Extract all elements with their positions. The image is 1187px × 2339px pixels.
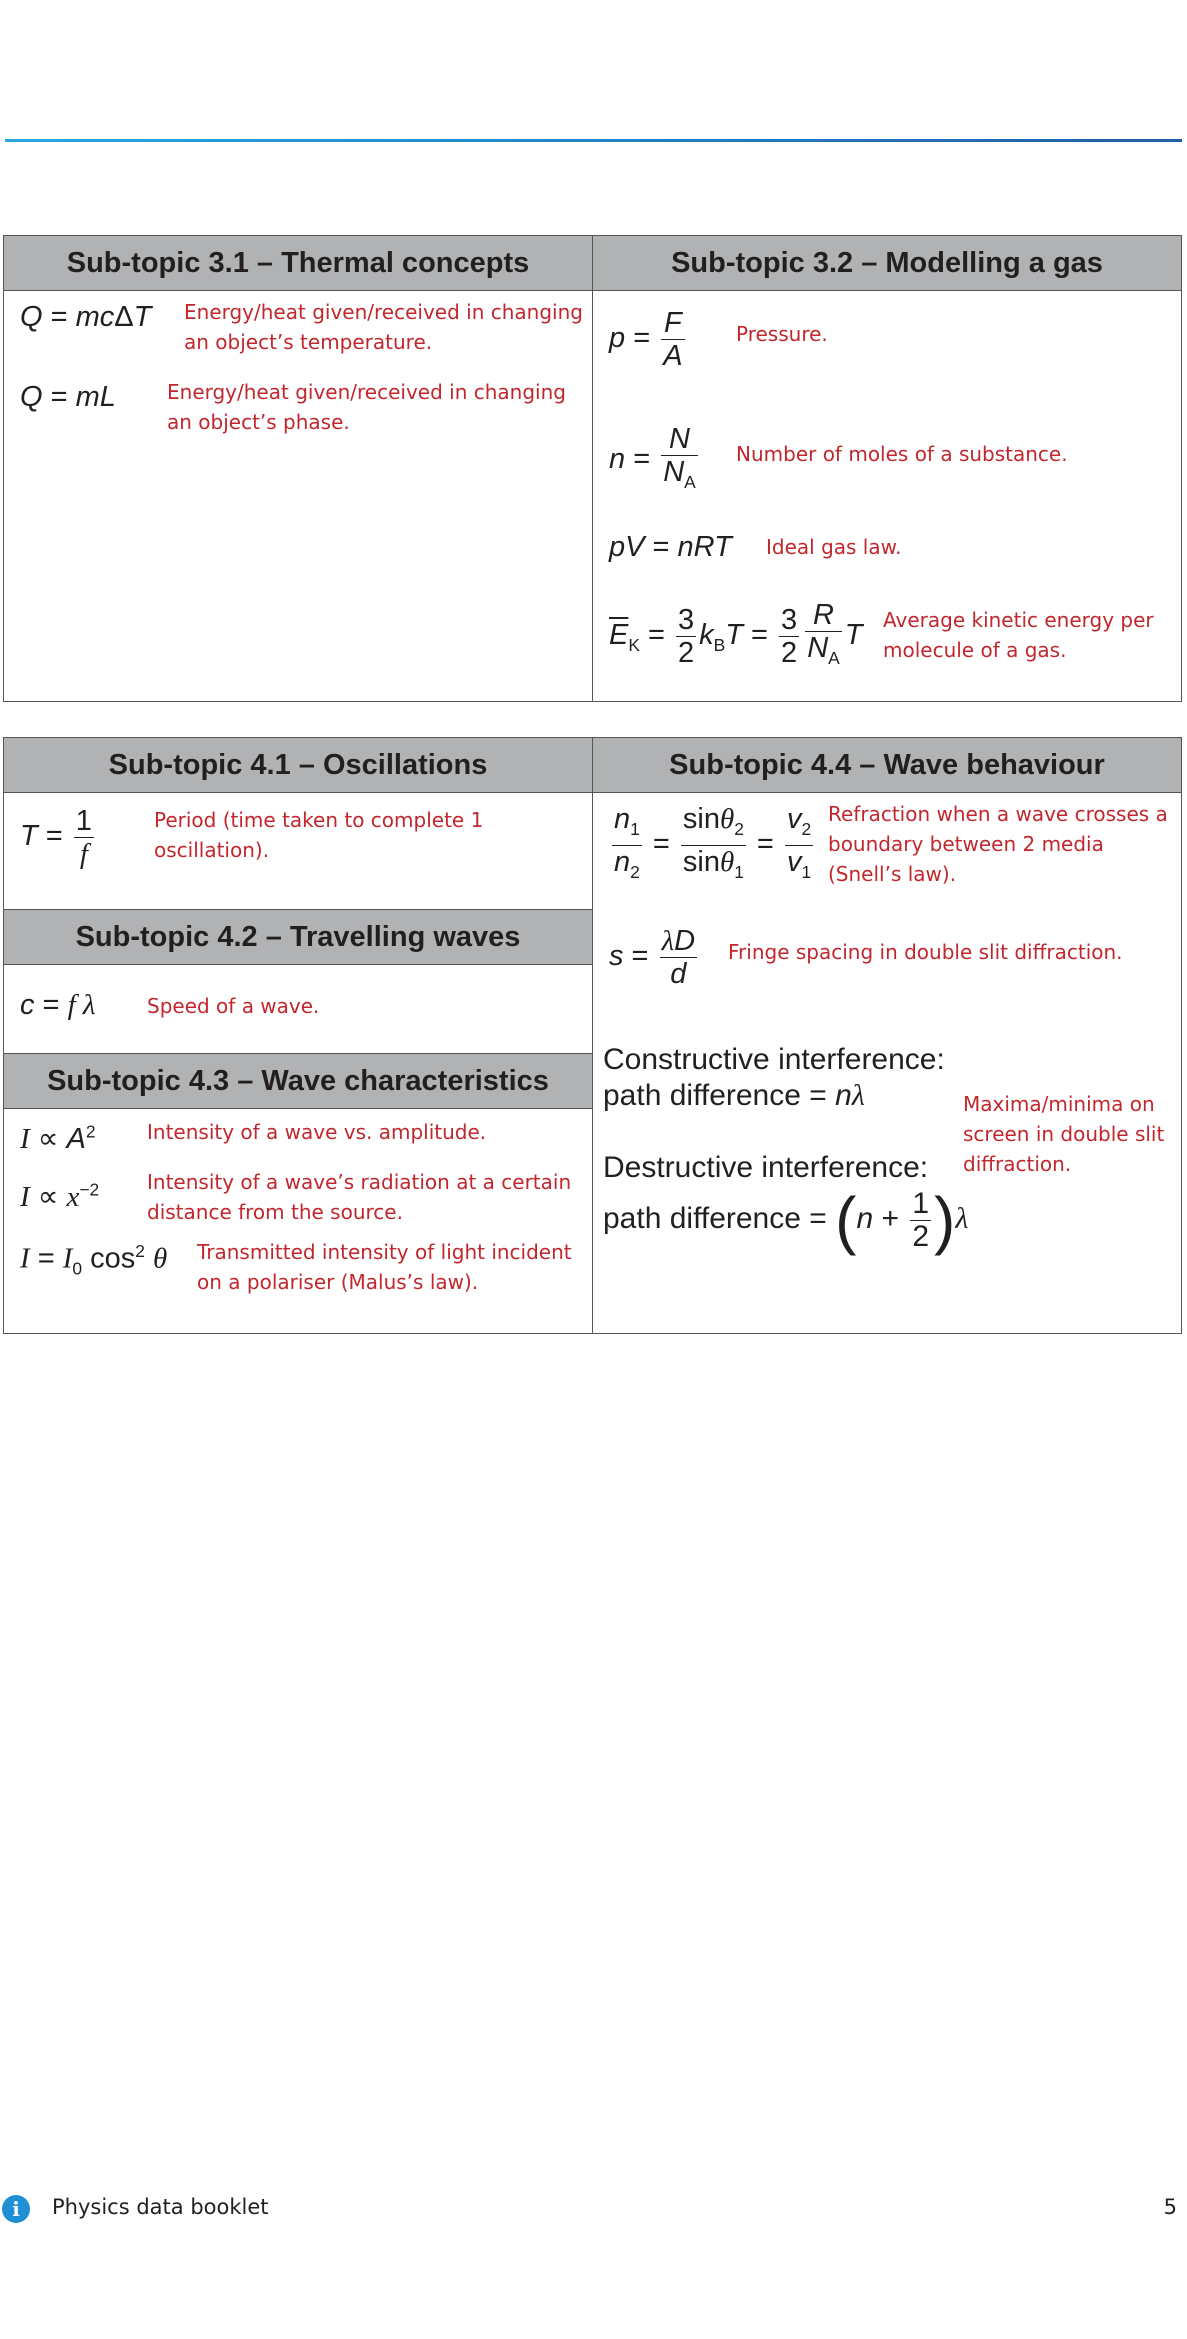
subtopic-4-1-body: [4, 793, 592, 910]
subtopic-4-2-body: [4, 965, 592, 1054]
page-number: 5: [1163, 2195, 1177, 2219]
note-moles: Number of moles of a substance.: [736, 442, 1068, 466]
equation-period: T = $\frac{1}{f}$: [20, 805, 92, 870]
footer-title: Physics data booklet: [52, 2195, 269, 2219]
note-heat-temperature: Energy/heat given/received in changing an object’s temperature.: [184, 300, 583, 354]
destructive-path-difference: path difference = (n + $\frac{1}{2}$ )λ: [603, 1184, 969, 1256]
subtopic-3-2-body: [593, 291, 1182, 702]
subtopic-4-4-body: [593, 793, 1182, 1334]
note-period: Period (time taken to complete 1 oscillation).: [154, 808, 484, 862]
destructive-interference-label: Destructive interference:: [603, 1151, 929, 1184]
subtopic-4-4-heading: Sub-topic 4.4 – Wave behaviour: [593, 738, 1182, 793]
subtopic-4-2-heading: Sub-topic 4.2 – Travelling waves: [4, 910, 592, 965]
topic4-table: [3, 737, 1182, 1334]
equation-malus-law: $I = I_0$ $\cos^2 \theta$: [20, 1241, 168, 1279]
equation-kinetic-energy: $\overline{E}_K$ = $\frac{3}{2}$ $k_BT$ = $\frac{3}{2}$ $\frac{R}{N_A}$ T: [609, 599, 863, 669]
note-maxima-minima: Maxima/minima on screen in double slit diffraction.: [963, 1092, 1165, 1176]
equation-ideal-gas: pV = nRT: [609, 531, 732, 563]
note-ideal-gas: Ideal gas law.: [766, 535, 902, 559]
path-difference-label: path difference: [603, 1079, 801, 1112]
note-snells-law: Refraction when a wave crosses a boundary between 2 media (Snell’s law).: [828, 802, 1168, 886]
note-heat-phase: Energy/heat given/received in changing an object’s phase.: [167, 380, 566, 434]
header-rule: [5, 139, 1182, 142]
note-kinetic-energy: Average kinetic energy per molecule of a gas.: [883, 608, 1154, 662]
note-fringe-spacing: Fringe spacing in double slit diffraction.: [728, 940, 1123, 964]
subtopic-3-1-heading: Sub-topic 3.1 – Thermal concepts: [4, 236, 593, 291]
equation-heat-temperature: Q = mcΔT: [20, 301, 152, 333]
note-intensity-distance: Intensity of a wave’s radiation at a certain distance from the source.: [147, 1170, 572, 1224]
note-malus-law: Transmitted intensity of light incident on a polariser (Malus’s law).: [197, 1240, 572, 1294]
equation-intensity-distance: $I \propto x^{-2}$: [20, 1179, 100, 1213]
note-wave-speed: Speed of a wave.: [147, 994, 320, 1018]
equation-fringe-spacing: s = $\frac{\lambda D}{d}$: [609, 925, 696, 990]
equation-pressure: p = $\frac{F}{A}$: [609, 307, 683, 372]
equation-moles: n = $\frac{N}{N_A}$: [609, 423, 696, 492]
constructive-path-difference: path difference = nλ: [603, 1079, 865, 1112]
equation-heat-phase: Q = mL: [20, 381, 116, 413]
path-difference-label-2: path difference: [603, 1201, 801, 1235]
ib-logo: i: [2, 2195, 30, 2223]
subtopic-4-3-body: [4, 1109, 592, 1299]
equation-intensity-amplitude: $I \propto A^2$: [20, 1121, 96, 1155]
note-intensity-amplitude: Intensity of a wave vs. amplitude.: [147, 1120, 487, 1144]
subtopic-3-1-body: [4, 291, 593, 702]
equation-wave-speed: c = f λ: [20, 989, 96, 1021]
subtopic-4-3-heading: Sub-topic 4.3 – Wave characteristics: [4, 1054, 592, 1109]
subtopics-4-1-to-4-3-column: [4, 793, 593, 1334]
note-pressure: Pressure.: [736, 322, 828, 346]
equation-snells-law: $\frac{n_1}{n_2}$ = $\frac{\sin\theta_2}{\sin\theta_1}$ = $\frac{v_2}{v_1}$: [614, 803, 812, 882]
constructive-interference-label: Constructive interference:: [603, 1043, 945, 1076]
subtopic-3-2-heading: Sub-topic 3.2 – Modelling a gas: [593, 236, 1182, 291]
topic3-table: [3, 235, 1182, 702]
subtopic-4-1-heading: Sub-topic 4.1 – Oscillations: [4, 738, 593, 793]
